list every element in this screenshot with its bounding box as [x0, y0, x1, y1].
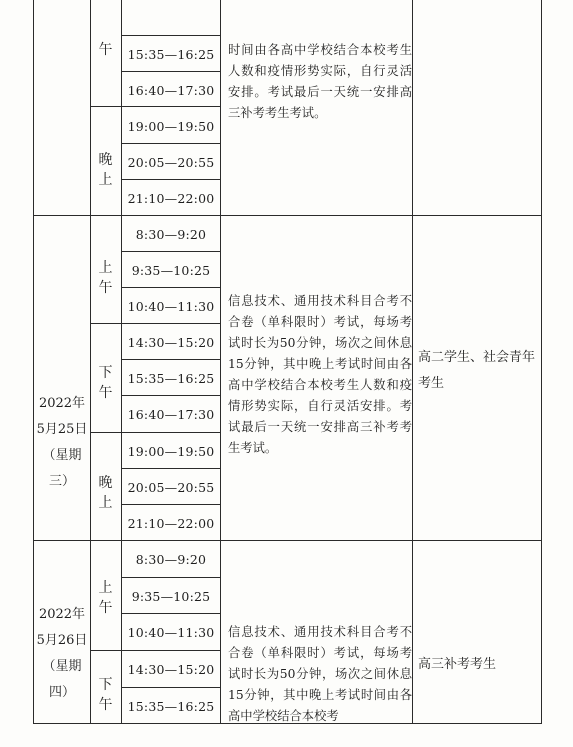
time-slot: 15:35—16:25: [127, 699, 215, 714]
time-slot: 8:30—9:20: [135, 227, 207, 242]
table-row-divider: [33, 540, 542, 541]
time-slot: 20:05—20:55: [127, 155, 215, 170]
exam-note: 信息技术、通用技术科目合考不合卷（单科限时）考试，每场考试时长为50分钟，场次之间休息15分钟，其中晚上考试时间由各高中学校结合本校考: [228, 625, 412, 723]
target-examinees: 高三补考考生: [418, 657, 497, 672]
target-examinees: 高二学生、社会青年考生: [418, 350, 536, 391]
time-slot: 8:30—9:20: [135, 552, 207, 567]
table-border-slot-col: [220, 0, 221, 724]
time-slot: 14:30—15:20: [127, 662, 215, 677]
time-slot: 9:35—10:25: [131, 263, 211, 278]
time-slot: 14:30—15:20: [127, 335, 215, 350]
period-label: 下午: [98, 677, 113, 713]
time-slot: 10:40—11:30: [127, 299, 215, 314]
period-label: 上午: [98, 580, 113, 616]
time-slot: 19:00—19:50: [127, 119, 215, 134]
time-slot: 16:40—17:30: [127, 83, 215, 98]
time-slot: 21:10—22:00: [127, 516, 215, 531]
table-row-divider: [33, 215, 542, 216]
time-slot: 9:35—10:25: [131, 589, 211, 604]
time-slot: 19:00—19:50: [127, 444, 215, 459]
time-slot: 16:40—17:30: [127, 407, 215, 422]
exam-date: 2022年5月25日（星期三）: [36, 396, 88, 489]
period-label: 上午: [98, 260, 113, 296]
period-label: 下午: [98, 365, 113, 401]
period-label: 晚上: [98, 475, 113, 511]
exam-date: 2022年5月26日（星期四）: [36, 607, 88, 700]
exam-note: 时间由各高中学校结合本校考生人数和疫情形势实际，自行灵活安排。考试最后一天统一安排高三补考考生考试。: [228, 43, 412, 120]
period-label: 午: [98, 42, 113, 58]
exam-note: 信息技术、通用技术科目合考不合卷（单科限时）考试，每场考试时长为50分钟，场次之间休息15分钟，其中晚上考试时间由各高中学校结合本校考生人数和疫情形势实际，自行灵活安排。考试最后一天统一安排高三补考考生考试。: [228, 294, 412, 455]
table-border-right: [541, 0, 542, 724]
period-label: 晚上: [98, 152, 113, 188]
time-slot: 15:35—16:25: [127, 47, 215, 62]
time-slot: 21:10—22:00: [127, 191, 215, 206]
time-slot: 10:40—11:30: [127, 625, 215, 640]
time-slot: 20:05—20:55: [127, 480, 215, 495]
table-border-note-col: [412, 0, 413, 724]
time-slot: 15:35—16:25: [127, 371, 215, 386]
table-border-period-col: [121, 0, 122, 724]
